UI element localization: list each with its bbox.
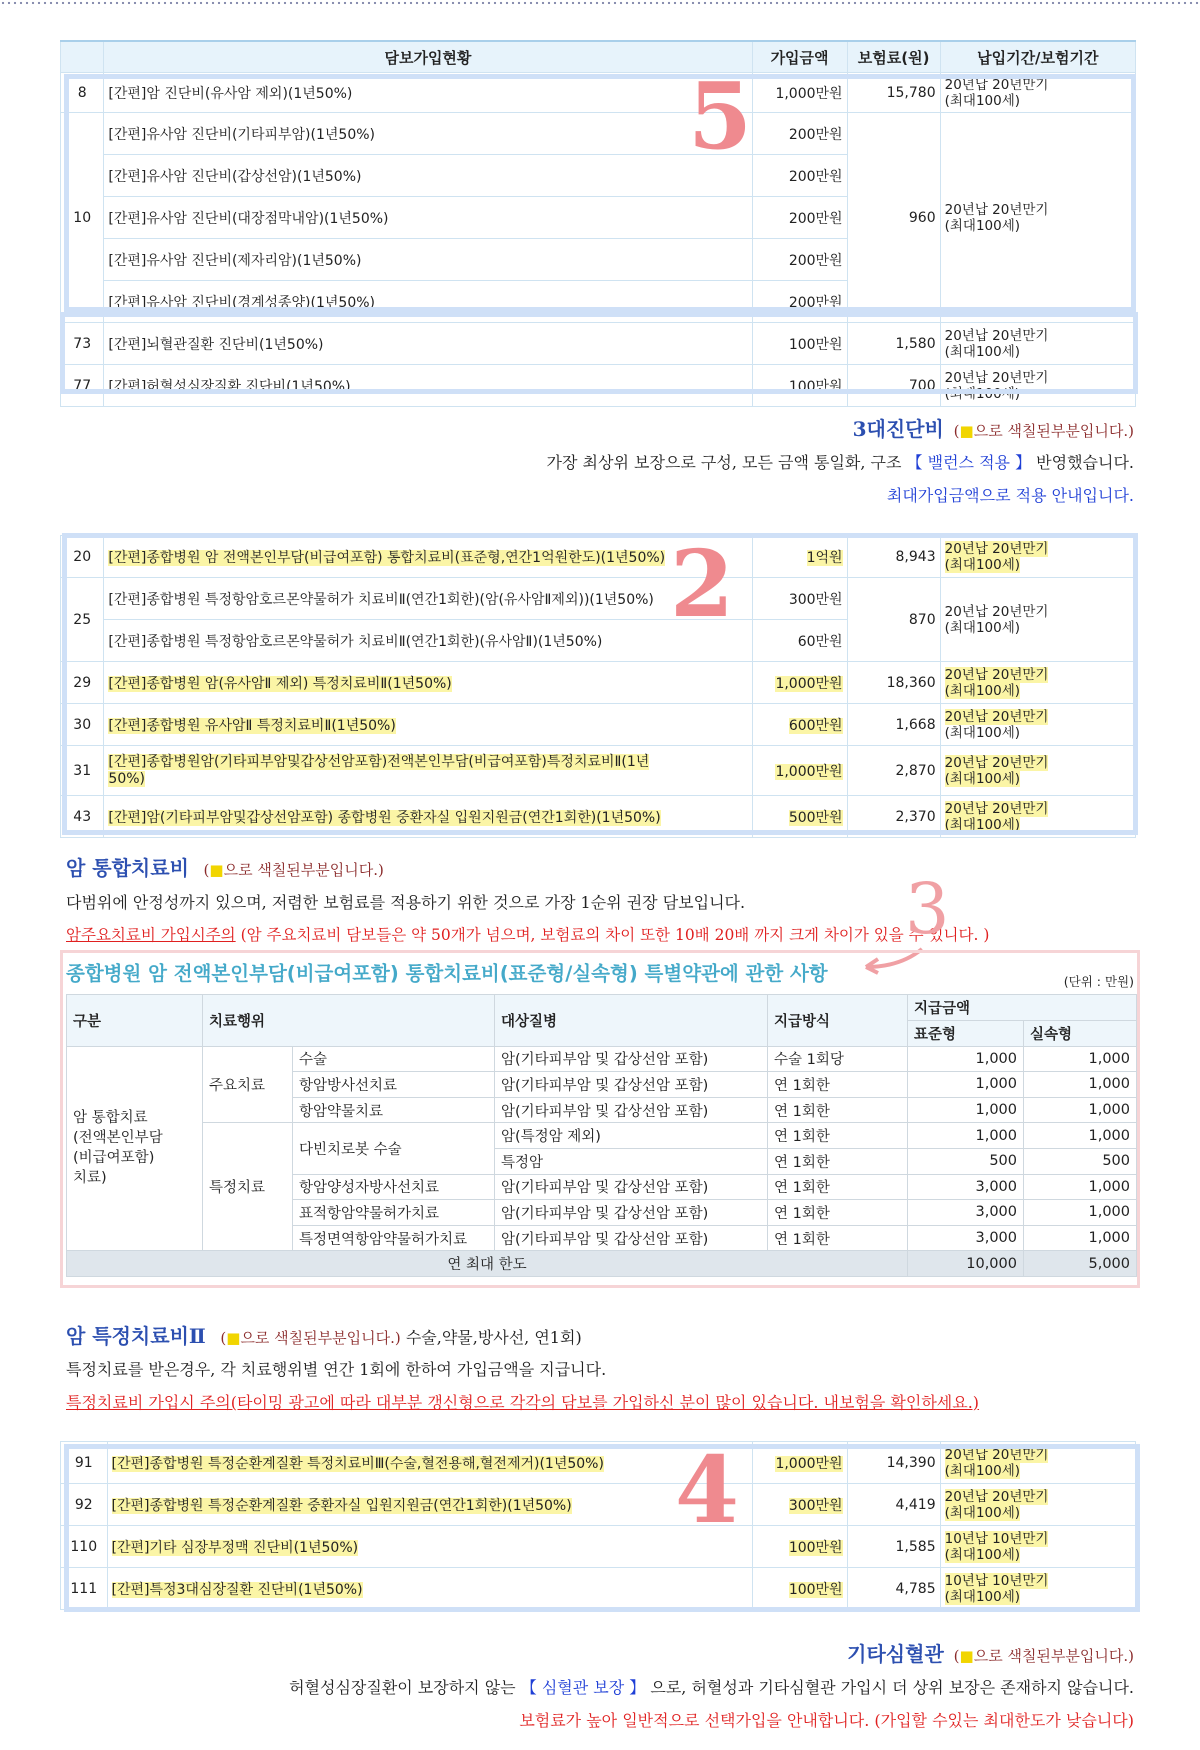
section-note-title: 암 특정치료비Ⅱ (■으로 색칠된부분입니다.) 수술,약물,방사선, 연1회) bbox=[66, 1324, 582, 1348]
note-line: 다범위에 안정성까지 있으며, 저렴한 보험료를 적용하기 위한 것으로 가장 1순위 권장 담보입니다. bbox=[66, 893, 746, 912]
table-row: 8 [간편]암 진단비(유사암 제외)(1년50%) 1,000만원 15,780 20년납 20년만기 (최대100세) bbox=[61, 73, 1136, 113]
special-terms-table bbox=[66, 994, 1136, 1277]
coverage-table-2 bbox=[60, 535, 1136, 838]
table-row: 92 [간편]종합병원 특정순환계질환 중환자실 입원지원금(연간1회한)(1년50%) 300만원 4,419 20년납 20년만기 (최대100세) bbox=[61, 1484, 1136, 1526]
warning-line: 보험료가 높아 일반적으로 선택가입을 안내합니다. (가입할 수있는 최대한도가 낮습니다) bbox=[519, 1711, 1134, 1730]
section-number-mark: 2 bbox=[670, 530, 735, 638]
coverage-table-1 bbox=[60, 40, 1136, 407]
table-row: 77 [간편]허혈성심장질환 진단비(1년50%) 100만원 700 20년납 20년만기 (최대100세) bbox=[61, 365, 1136, 407]
header-treatment: 치료행위 bbox=[203, 995, 495, 1047]
table-row: 29 [간편]종합병원 암(유사암Ⅱ 제외) 특정치료비Ⅱ(1년50%) 1,000만원 18,360 20년납 20년만기 (최대100세) bbox=[61, 662, 1136, 704]
table-row: [간편]종합병원 특정항암호르몬약물허가 치료비Ⅱ(연간1회한)(유사암Ⅱ)(1년50%) 60만원 bbox=[61, 620, 1136, 662]
note-line: 최대가입금액으로 적용 안내입니다. bbox=[886, 486, 1134, 505]
header-disease: 대상질병 bbox=[495, 995, 768, 1047]
header-standard: 표준형 bbox=[908, 1021, 1024, 1047]
header-period: 납입기간/보험기간 bbox=[940, 41, 1135, 73]
header-lite: 실속형 bbox=[1024, 1021, 1137, 1047]
section-number-mark: 4 bbox=[675, 1436, 740, 1544]
table-row: 20 [간편]종합병원 암 전액본인부담(비급여포함) 통합치료비(표준형,연간1억원한도)(1년50%) 1억원 8,943 20년납 20년만기 (최대100세) bbox=[61, 536, 1136, 578]
table-total-row: 연 최대 한도 10,000 5,000 bbox=[67, 1251, 1137, 1277]
warning-line: 암주요치료비 가입시주의 (암 주요치료비 담보들은 약 50개가 넘으며, 보험료의 차이 또한 10배 20배 까지 크게 차이가 있을 수 있니다. ) bbox=[66, 926, 990, 944]
header-payout: 지급금액 bbox=[908, 995, 1137, 1021]
table-row: 항암약물치료 암(기타피부암 및 갑상선암 포함) 연 1회한 1,000 1,000 bbox=[67, 1097, 1137, 1123]
table-row: 특정치료 다빈치로봇 수술 암(특정암 제외) 연 1회한 1,000 1,000 bbox=[67, 1123, 1137, 1149]
header-coverage-name: 담보가입현황 bbox=[104, 41, 752, 73]
table-row: 항암양성자방사선치료 암(기타피부암 및 갑상선암 포함) 연 1회한 3,000 1,000 bbox=[67, 1174, 1137, 1200]
warning-line: 특정치료비 가입시 주의(타이밍 광고에 따라 대부분 갱신형으로 각각의 담보를 가입하신 분이 많이 있습니다. 내보험을 확인하세요.) bbox=[66, 1393, 980, 1412]
header-amount: 가입금액 bbox=[752, 41, 847, 73]
section-number-mark: 5 bbox=[688, 62, 753, 170]
table-row: 30 [간편]종합병원 유사암Ⅱ 특정치료비Ⅱ(1년50%) 600만원 1,668 20년납 20년만기 (최대100세) bbox=[61, 704, 1136, 746]
top-dotted-border bbox=[0, 0, 1200, 8]
table-row: 43 [간편]암(기타피부암및갑상선암포함) 종합병원 중환자실 입원지원금(연간1회한)(1년50%) 500만원 2,370 20년납 20년만기 (최대100세) bbox=[61, 796, 1136, 838]
table-row: [간편]유사암 진단비(제자리암)(1년50%) 200만원 bbox=[61, 239, 1136, 281]
header-category: 구분 bbox=[67, 995, 203, 1047]
section-note-title: 기타심혈관 (■으로 색칠된부분입니다.) bbox=[847, 1642, 1134, 1666]
table-row: 111 [간편]특정3대심장질환 진단비(1년50%) 100만원 4,785 10년납 10년만기 (최대100세) bbox=[61, 1568, 1136, 1610]
note-line: 허혈성심장질환이 보장하지 않는 【 심혈관 보장 】 으로, 허혈성과 기타심혈관 가입시 더 상위 보장은 존재하지 않습니다. bbox=[289, 1678, 1134, 1697]
table-row: 91 [간편]종합병원 특정순환계질환 특정치료비Ⅲ(수술,혈전용해,혈전제거)(1년50%) 1,000만원 14,390 20년납 20년만기 (최대100세) bbox=[61, 1442, 1136, 1484]
table-row: 10 [간편]유사암 진단비(기타피부암)(1년50%) 200만원 960 20년납 20년만기 (최대100세) bbox=[61, 113, 1136, 155]
table-row: [간편]유사암 진단비(대장점막내암)(1년50%) 200만원 bbox=[61, 197, 1136, 239]
special-terms-title: 종합병원 암 전액본인부담(비급여포함) 통합치료비(표준형/실속형) 특별약관에 관한 사항 bbox=[66, 962, 828, 985]
table-row: 항암방사선치료 암(기타피부암 및 갑상선암 포함) 연 1회한 1,000 1,000 bbox=[67, 1072, 1137, 1098]
section-note-title: 암 통합치료비 (■으로 색칠된부분입니다.) bbox=[66, 856, 384, 880]
table-row: [간편]유사암 진단비(경계성종양)(1년50%) 200만원 bbox=[61, 281, 1136, 323]
table-row: 특정암 연 1회한 500 500 bbox=[67, 1148, 1137, 1174]
table-row: [간편]유사암 진단비(갑상선암)(1년50%) 200만원 bbox=[61, 155, 1136, 197]
coverage-table-4 bbox=[60, 1441, 1136, 1610]
note-line: 특정치료를 받은경우, 각 치료행위별 연간 1회에 한하여 가입금액을 지급니다. bbox=[66, 1360, 607, 1379]
table-row: 110 [간편]기타 심장부정맥 진단비(1년50%) 100만원 1,585 10년납 10년만기 (최대100세) bbox=[61, 1526, 1136, 1568]
unit-label: (단위 : 만원) bbox=[1063, 974, 1134, 989]
note-line: 가장 최상위 보장으로 구성, 모든 금액 통일화, 구조 【 밸런스 적용 】 반영했습니다. bbox=[546, 453, 1134, 472]
table-row: 특정면역항암약물허가치료 암(기타피부암 및 갑상선암 포함) 연 1회한 3,000 1,000 bbox=[67, 1225, 1137, 1251]
header-premium: 보험료(원) bbox=[847, 41, 940, 73]
header-method: 지급방식 bbox=[768, 995, 908, 1047]
table-row: 25 [간편]종합병원 특정항암호르몬약물허가 치료비Ⅱ(연간1회한)(암(유사암Ⅱ제외))(1년50%) 300만원 870 20년납 20년만기 (최대100세) bbox=[61, 578, 1136, 620]
section-note-title: 3대진단비 (■으로 색칠된부분입니다.) bbox=[852, 417, 1134, 441]
table-row: 73 [간편]뇌혈관질환 진단비(1년50%) 100만원 1,580 20년납 20년만기 (최대100세) bbox=[61, 323, 1136, 365]
table-row: 31 [간편]종합병원암(기타피부암및갑상선암포함)전액본인부담(비급여포함)특정치료비Ⅱ(1년 50%) 1,000만원 2,870 20년납 20년만기 (최대100세) bbox=[61, 746, 1136, 796]
table-row: 암 통합치료 (전액본인부담 (비급여포함) 치료) 주요치료 수술 암(기타피부암 및 갑상선암 포함) 수술 1회당 1,000 1,000 bbox=[67, 1046, 1137, 1072]
table-row: 표적항암약물허가치료 암(기타피부암 및 갑상선암 포함) 연 1회한 3,000 1,000 bbox=[67, 1200, 1137, 1226]
section-number-mark: 3 bbox=[905, 868, 950, 950]
